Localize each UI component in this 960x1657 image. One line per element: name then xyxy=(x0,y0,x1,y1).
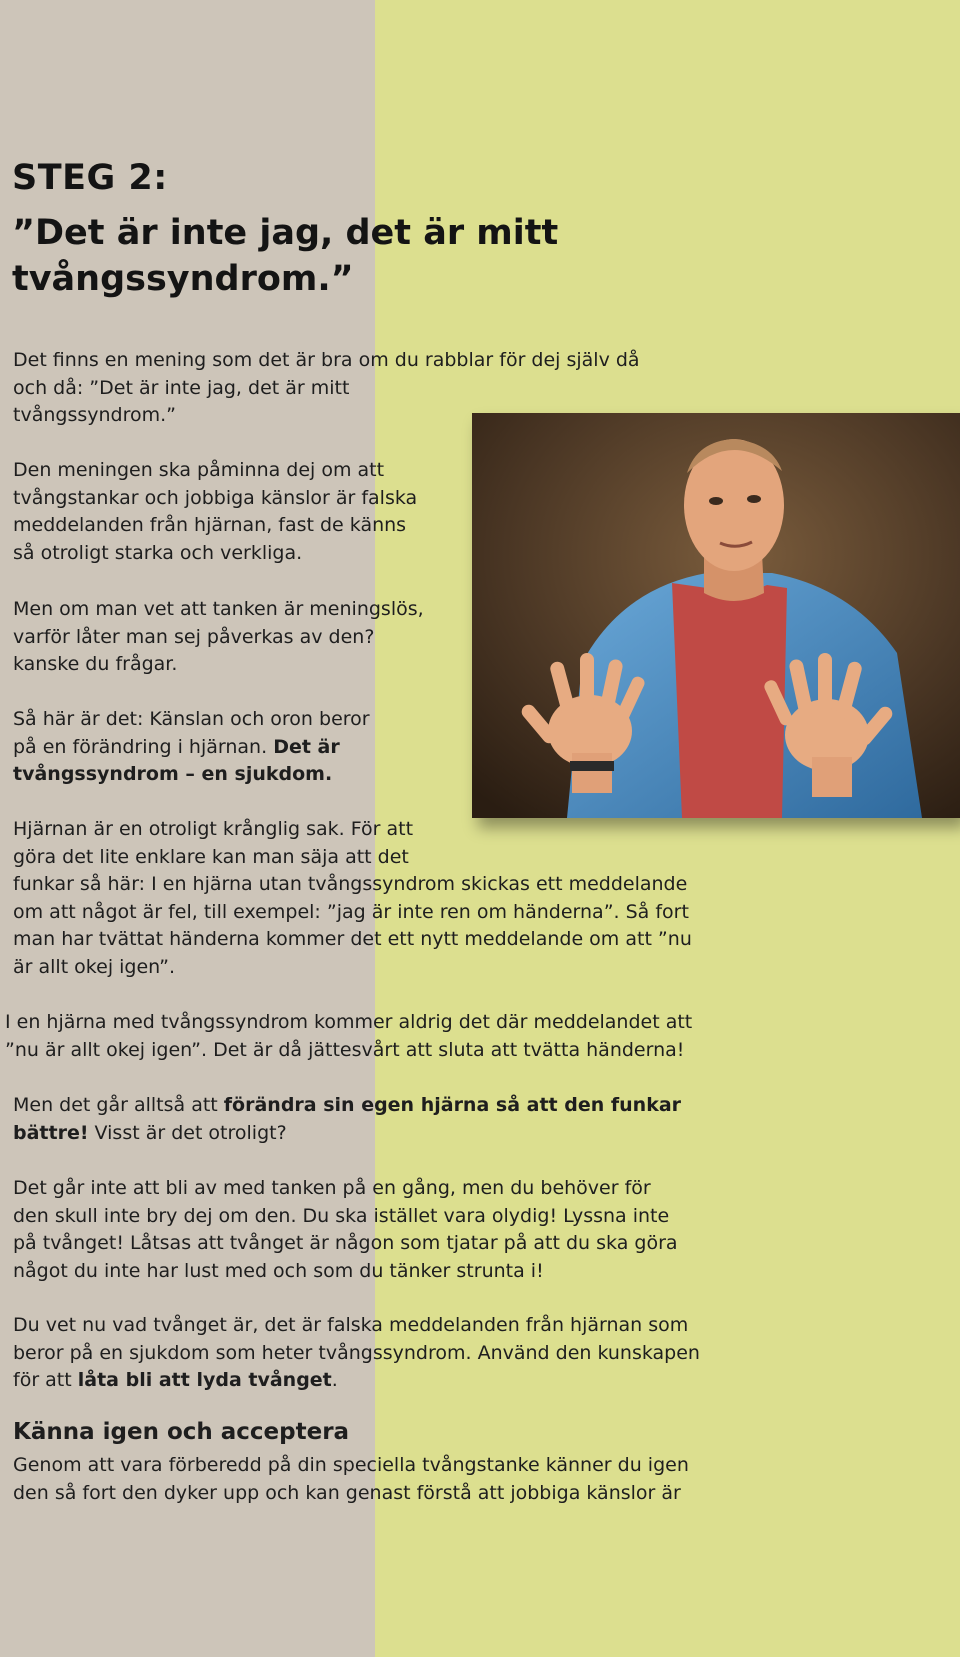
quote-heading-line1: ”Det är inte jag, det är mitt xyxy=(12,213,559,253)
paragraph-explanation-bold: Det är tvångssyndrom – en sjukdom. xyxy=(13,735,340,785)
man-showing-hands-photo xyxy=(472,413,960,818)
photo-illustration xyxy=(472,413,960,818)
paragraph-explanation xyxy=(13,706,370,789)
paragraph-change-text: Men det går alltså att xyxy=(13,1094,224,1116)
paragraph-change-bold: förändra sin egen hjärna så att den funkar bättre! xyxy=(13,1094,682,1144)
step-heading: STEG 2: xyxy=(12,158,168,198)
paragraph-knowledge xyxy=(13,1312,700,1395)
paragraph-recognize: Genom att vara förberedd på din speciella tvångstanke känner du igen den så fort den dyker upp och kan genast förstå att jobbiga känslor är xyxy=(13,1454,689,1504)
left-eye xyxy=(709,497,723,505)
paragraph-intro: Det finns en mening som det är bra om du rabblar för dej själv då och då: ”Det är inte jag, det är mitt tvångssyndrom.” xyxy=(13,349,640,426)
paragraph-brain: Hjärnan är en otroligt krånglig sak. För att göra det lite enklare kan man säja att det funkar så här: I en hjärna utan tvångssyndrom skickas ett meddelande om att något är fel, till exempel: ”jag är inte ren om händerna”. Så fort man har tvättat händerna kommer det ett nytt meddelande om att ”nu är allt okej igen”. xyxy=(13,818,692,978)
paragraph-disobey: Det går inte att bli av med tanken på en gång, men du behöver för den skull inte bry dej om den. Du ska istället vara olydig! Lyssna inte på tvånget! Låtsas att tvånget är någon som tjatar på att du ska göra något du inte har lust med och som du tänker strunta i! xyxy=(13,1177,678,1282)
right-eye xyxy=(747,495,761,503)
paragraph-knowledge-text: Du vet nu vad tvånget är, det är falska meddelanden från hjärnan som beror på en sjukdom som heter tvångssyndrom. Använd den kunskapen för att xyxy=(13,1314,700,1391)
paragraph-explanation-text: Så här är det: Känslan och oron beror på en förändring i hjärnan. xyxy=(13,708,370,758)
quote-heading xyxy=(12,210,558,302)
quote-heading-line2: tvångssyndrom.” xyxy=(12,259,354,299)
paragraph-change-end: Visst är det otroligt? xyxy=(88,1121,287,1144)
subheading-recognize: Känna igen och acceptera xyxy=(13,1419,350,1445)
paragraph-question: Men om man vet att tanken är meningslös, varför låter man sej påverkas av den? kanske du frågar. xyxy=(13,598,424,675)
paragraph-change-brain xyxy=(13,1092,681,1147)
red-tshirt xyxy=(672,583,787,818)
paragraph-knowledge-bold: låta bli att lyda tvånget xyxy=(77,1369,332,1391)
paragraph-ocd-brain: I en hjärna med tvångssyndrom kommer aldrig det där meddelandet att ”nu är allt okej igen”. Det är då jättesvårt att sluta att tvätta händerna! xyxy=(5,1011,693,1061)
wristwatch xyxy=(570,761,614,771)
paragraph-knowledge-end: . xyxy=(331,1369,338,1391)
paragraph-reminder: Den meningen ska påminna dej om att tvångstankar och jobbiga känslor är falska meddelanden från hjärnan, fast de känns så otroligt starka och verkliga. xyxy=(13,459,418,564)
